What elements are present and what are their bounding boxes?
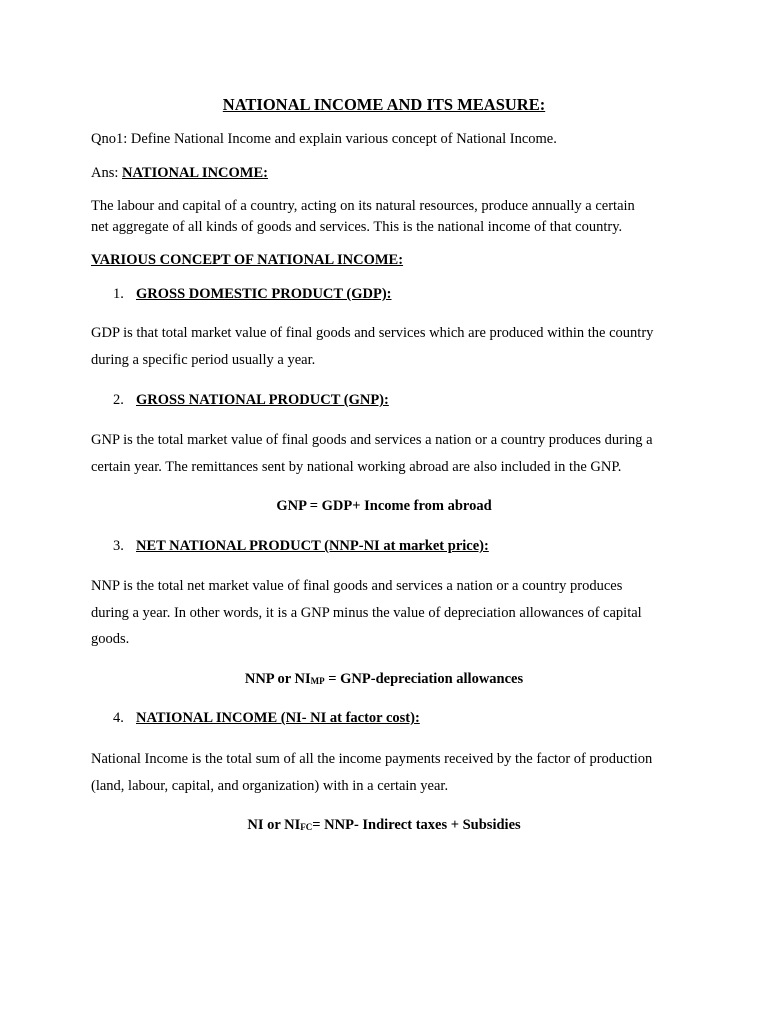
answer-line xyxy=(91,166,268,181)
ni-formula xyxy=(0,818,768,833)
question-text: Qno1: Define National Income and explain various concept of National Income. xyxy=(91,131,557,147)
item-3-line-2: during a year. In other words, it is a GNP minus the value of depreciation allowances of capital xyxy=(91,605,642,621)
item-2-heading: GROSS NATIONAL PRODUCT (GNP): xyxy=(136,392,389,408)
nnp-formula xyxy=(0,672,768,687)
answer-prefix: Ans: xyxy=(91,165,123,181)
concepts-heading: VARIOUS CONCEPT OF NATIONAL INCOME: xyxy=(91,252,404,268)
item-2-line-1: GNP is the total market value of final goods and services a nation or a country produces during a xyxy=(91,432,653,448)
item-1-line-1: GDP is that total market value of final goods and services which are produced within the country xyxy=(91,325,654,341)
definition-line-2: net aggregate of all kinds of goods and services. This is the national income of that country. xyxy=(91,219,623,235)
item-4-line-2: (land, labour, capital, and organization) with in a certain year. xyxy=(91,778,449,794)
ni-formula-suffix: = NNP- Indirect taxes + Subsidies xyxy=(312,817,521,833)
item-4-line-1: National Income is the total sum of all the income payments received by the factor of production xyxy=(91,751,653,767)
item-1-line-2: during a specific period usually a year. xyxy=(91,352,316,368)
item-1-heading: GROSS DOMESTIC PRODUCT (GDP): xyxy=(136,286,392,302)
item-2-line-2: certain year. The remittances sent by national working abroad are also included in the GNP. xyxy=(91,459,622,475)
gnp-formula: GNP = GDP+ Income from abroad xyxy=(276,498,492,514)
item-3-number: 3. xyxy=(113,538,124,554)
item-4-heading: NATIONAL INCOME (NI- NI at factor cost): xyxy=(136,710,420,726)
answer-heading: NATIONAL INCOME: xyxy=(122,165,268,181)
nnp-formula-prefix: NNP or NI xyxy=(244,671,311,687)
nnp-formula-suffix: = GNP-depreciation allowances xyxy=(324,671,524,687)
item-3-line-3: goods. xyxy=(91,631,130,647)
item-3-heading: NET NATIONAL PRODUCT (NNP-NI at market price): xyxy=(136,538,489,554)
definition-line-1: The labour and capital of a country, acting on its natural resources, produce annually a certain xyxy=(91,198,635,214)
item-4-number: 4. xyxy=(113,710,124,726)
item-1-number: 1. xyxy=(113,286,124,302)
ni-formula-subscript: FC xyxy=(300,822,313,832)
item-2-number: 2. xyxy=(113,392,124,408)
nnp-formula-subscript: MP xyxy=(310,676,325,686)
document-title: NATIONAL INCOME AND ITS MEASURE: xyxy=(222,95,546,114)
item-3-line-1: NNP is the total net market value of final goods and services a nation or a country produces xyxy=(91,578,623,594)
ni-formula-prefix: NI or NI xyxy=(247,817,301,833)
